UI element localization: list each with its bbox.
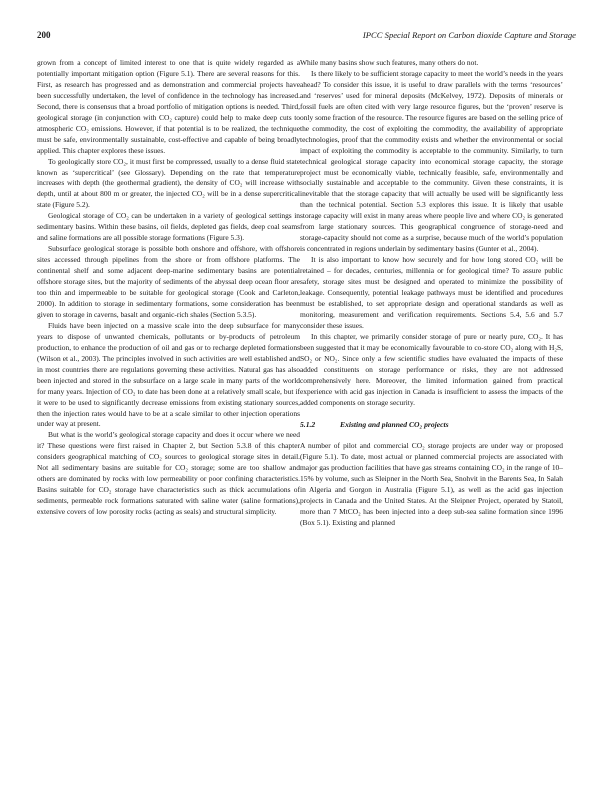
body-paragraph: grown from a concept of limited interest to one that is quite widely regarded as a potentially important mitigation option (Figure 5.1). There are several reasons for this. First, as research has progressed and as demonstration and commercial projects have been successfully undertaken, the level of confidence in the technology has increased. Second, there is consensus that a broad portfolio of mitigation options is needed. Third, geological storage (in conjunction with CO₂ capture) could help to make deep cuts to atmospheric CO₂ emissions. However, if that potential is to be realized, the technique must be safe, environmentally sustainable, cost-effective and capable of being broadly applied. This chapter explores these issues. [37, 58, 300, 155]
body-paragraph: A number of pilot and commercial CO₂ storage projects are under way or proposed (Figure 5.1). To date, most actual or planned commercial projects are associated with major gas production facilities that have gas streams containing CO₂ in the range of 10–15% by volume, such as Sleipner in the North Sea, Snohvit in the Barents Sea, In Salah in Algeria and Gorgon in Australia (Figure 5.1), as well as the acid gas injection projects in Canada and the United States. At the Sleipner Project, operated by Statoil, more than 7 MtCO₂ has been injected into a deep sub-sea saline formation since 1996 (Box 5.1). Existing and planned [300, 441, 563, 528]
body-paragraph: But what is the world’s geological storage capacity and does it occur where we need it? These questions were first raised in Chapter 2, but Section 5.3.8 of this chapter considers geographical matching of CO₂ sources to geological storage sites in detail. Not all sedimentary basins are suitable for CO₂ storage; some are too shallow and others are dominated by rocks with low permeability or poor confining characteristics. Basins suitable for CO₂ storage have characteristics such as thick accumulations of sediments, permeable rock formations saturated with saline water (saline formations), extensive covers of low porosity rocks (acting as seals) and structural simplicity. [37, 430, 300, 517]
section-heading [300, 420, 563, 431]
body-paragraph: It is also important to know how securely and for how long stored CO₂ will be retained – for decades, centuries, millennia or for geological time? To assure public safety, storage sites must be designed and operated to minimize the possibility of leakage. Consequently, potential leakage pathways must be identified and procedures must be established, to set appropriate design and operational standards as well as monitoring, measurement and verification requirements. Sections 5.4, 5.6 and 5.7 consider these issues. [300, 255, 563, 330]
body-paragraph: Fluids have been injected on a massive scale into the deep subsurface for many years to dispose of unwanted chemicals, pollutants or by-products of petroleum production, to enhance the production of oil and gas or to recharge depleted formations (Wilson et al., 2003). The principles involved in such activities are well established and in most countries there are regulations governing these activities. Natural gas has also been injected and stored in the subsurface on a large scale in many parts of the world for many years. Injection of CO₂ to date has been done at a relatively small scale, but if it were to be used to significantly decrease emissions from existing stationary sources, then the injection rates would have to be at a scale similar to other injection operations under way at present. [37, 320, 300, 429]
section-title: Existing and planned CO₂ projects [340, 419, 449, 429]
right-column [300, 58, 563, 529]
body-paragraph: To geologically store CO₂, it must first be compressed, usually to a dense fluid state known as ‘supercritical’ (see Glossary). Depending on the rate that temperature increases with depth (the geothermal gradient), the density of CO₂ will increase with depth, until at about 800 m or greater, the injected CO₂ will be in a dense supercritical state (Figure 5.2). [37, 156, 300, 210]
running-title: IPCC Special Report on Carbon dioxide Capture and Storage [362, 30, 576, 40]
left-column [37, 58, 300, 518]
body-paragraph: While many basins show such features, many others do not. [300, 58, 479, 67]
page-number: 200 [37, 30, 51, 40]
body-paragraph: In this chapter, we primarily consider storage of pure or nearly pure, CO₂. It has been suggested that it may be economically favourable to co-store CO₂ along with H₂S, SO₂ or NO₂. Since only a few scientific studies have evaluated the impacts of these added constituents on storage performance or risks, they are not addressed comprehensively here. Moreover, the limited information gained from practical experience with acid gas injection in Canada is insufficient to assess the impacts of the added components on storage security. [300, 331, 563, 407]
section-number: 5.1.2 [300, 419, 316, 429]
body-paragraph: Is there likely to be sufficient storage capacity to meet the world’s needs in the years ahead? To consider this issue, it is useful to draw parallels with the terms ‘resources’ and ‘reserves’ used for mineral deposits (McKelvey, 1972). Deposits of minerals or fossil fuels are often cited with very large resource figures, but the ‘proven’ reserve is only some fraction of the resource. The resource figures are based on the selling price of the commodity, the cost of exploiting the commodity, the availability of appropriate technologies, proof that the commodity exists and whether the environmental or social impact of exploiting the commodity is acceptable to the community. Similarly, to turn technical geological storage capacity into economical storage capacity, the storage project must be economically viable, technically feasible, safe, environmentally and socially sustainable and acceptable to the community. Given these constraints, it is inevitable that the storage capacity that will actually be used will be significantly less than the technical potential. Section 5.3 explores this issue. It is likely that usable storage capacity will exist in many areas where people live and where CO₂ is generated from large stationary sources. This geographical congruence of storage-need and storage-capacity should not come as a surprise, because much of the world’s population is concentrated in regions underlain by sedimentary basins (Gunter et al., 2004). [300, 68, 563, 254]
body-paragraph: Subsurface geological storage is possible both onshore and offshore, with offshore sites accessed through pipelines from the shore or from offshore platforms. The continental shelf and some adjacent deep-marine sedimentary basins are potential offshore storage sites, but the majority of sediments of the abyssal deep ocean floor are too thin and impermeable to be suitable for geological storage (Cook and Carleton, 2000). In addition to storage in sedimentary formations, some consideration has been given to storage in caverns, basalt and organic-rich shales (Section 5.3.5). [37, 244, 300, 319]
body-paragraph: Geological storage of CO₂ can be undertaken in a variety of geological settings in sedimentary basins. Within these basins, oil fields, depleted gas fields, deep coal seams and saline formations are all possible storage formations (Figure 5.3). [37, 211, 300, 243]
